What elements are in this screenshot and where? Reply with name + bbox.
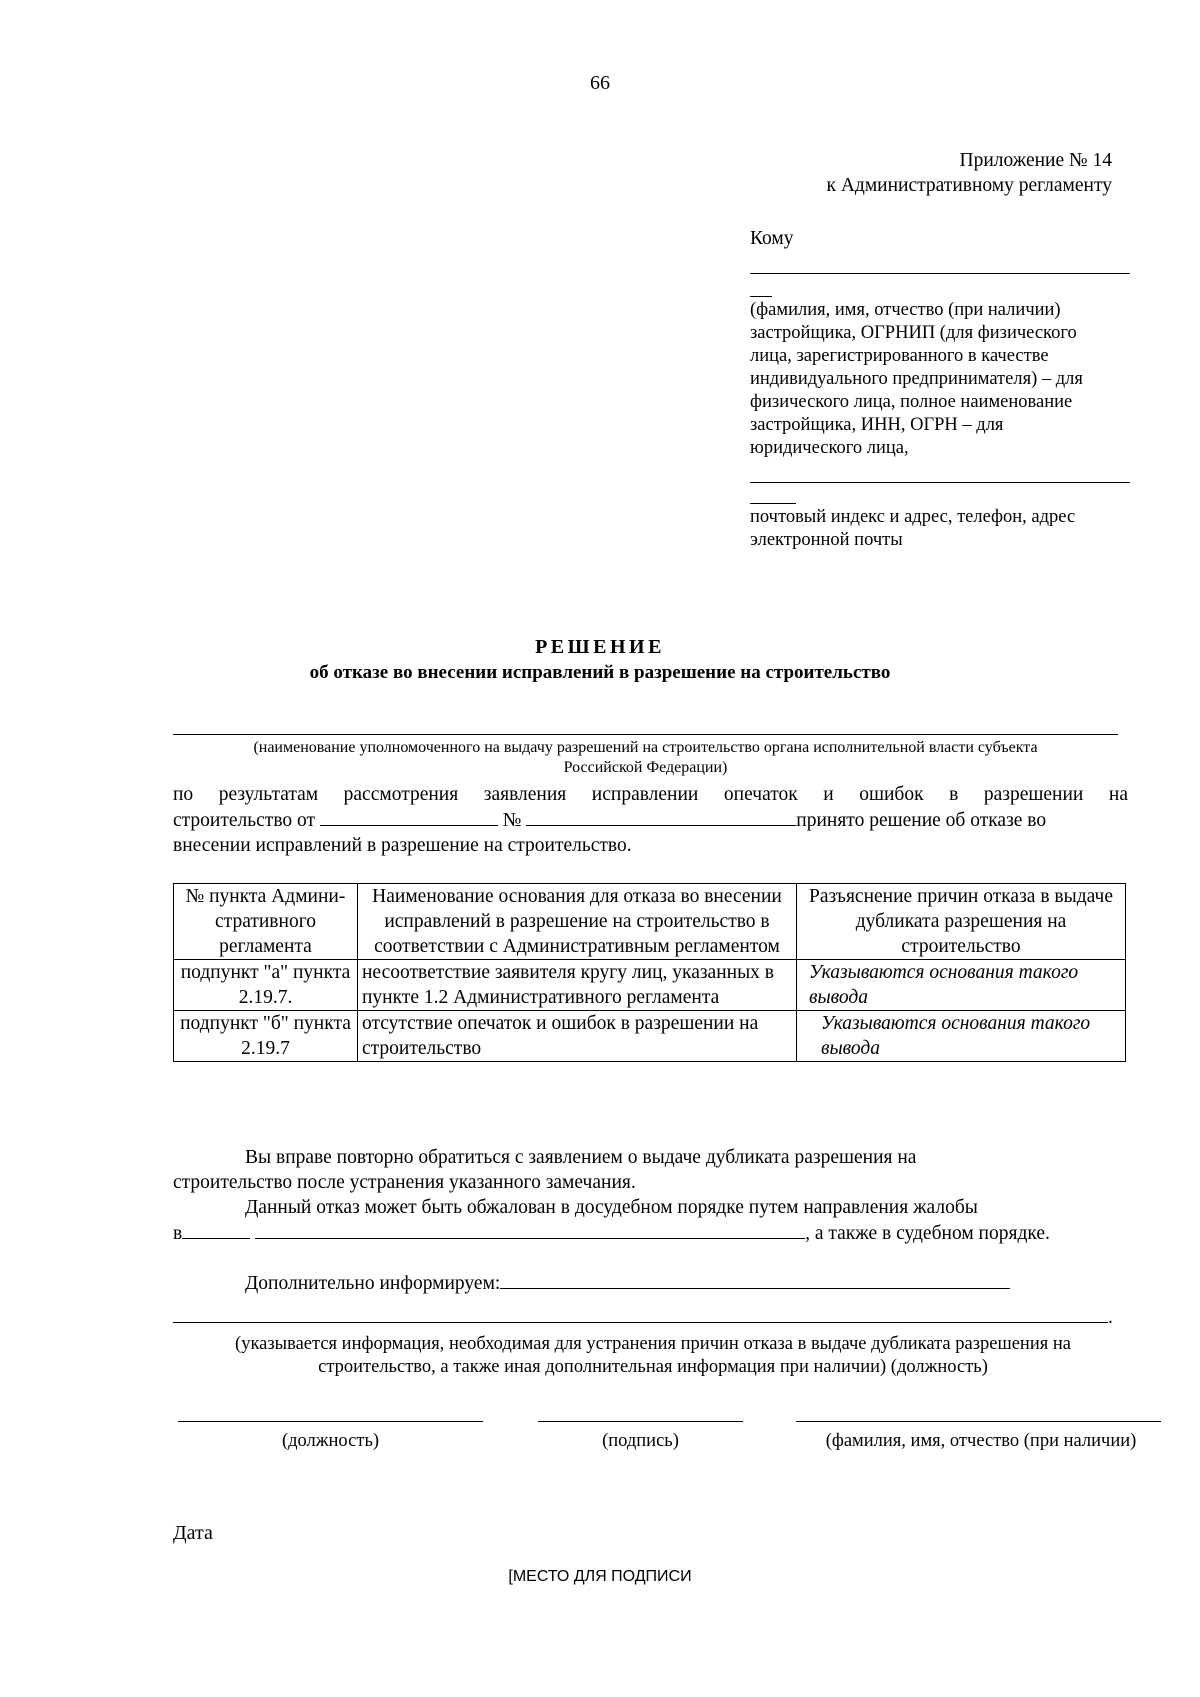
reapply-line-2: строительство после устранения указанного замечания. — [173, 1172, 636, 1193]
recipient-address-caption — [750, 506, 1130, 552]
table-header-row — [174, 884, 1126, 960]
fio-caption-line: застройщика, ОГРНИП (для физического — [750, 323, 1077, 343]
results-line-3: внесении исправлений в разрешение на строительство. — [173, 835, 632, 856]
date-blank — [320, 807, 498, 826]
recipient-name-line-tail — [750, 274, 772, 297]
additional-caption — [173, 1333, 1133, 1379]
appendix-number: Приложение № 14 — [959, 150, 1112, 171]
recipient-address-line-tail — [750, 483, 796, 504]
results-line-1: по результатам рассмотрения заявления исправлении опечаток и ошибок в разрешении на — [173, 784, 1128, 805]
results-number-label: № — [502, 810, 522, 831]
position-caption: (должность) — [281, 1431, 380, 1451]
results-paragraph — [173, 782, 1128, 858]
additional-line-1 — [173, 1270, 1133, 1296]
appeal-blank-short — [182, 1220, 250, 1239]
row-reason: несоответствие заявителя кругу лиц, указанных в пункте 1.2 Административного регламента — [358, 960, 797, 1011]
additional-blank-2 — [173, 1304, 1108, 1323]
additional-label: Дополнительно информируем: — [245, 1273, 501, 1294]
header-reason: Наименование основания для отказа во внесении исправлений в разрешение на строительство в соответствии с Административным регламентом — [358, 884, 797, 960]
to-label: Кому — [750, 228, 794, 249]
appendix-header — [826, 148, 1112, 198]
row-explanation: Указываются основания такого вывода — [797, 960, 1126, 1011]
recipient-block — [750, 226, 1130, 552]
additional-blank-1 — [500, 1270, 1010, 1289]
appendix-reference: к Административному регламенту — [826, 175, 1112, 196]
appeal-paragraphs — [173, 1145, 1133, 1246]
document-title: РЕШЕНИЕ — [535, 636, 665, 658]
results-line-2 — [173, 807, 1128, 833]
fio-caption-line: (фамилия, имя, отчество (при наличии) — [750, 300, 1061, 320]
additional-info — [173, 1270, 1133, 1330]
page-number: 66 — [590, 72, 610, 94]
additional-caption-line: строительство, а также иная дополнительная информация при наличии) (должность) — [318, 1357, 988, 1377]
row-point: подпункт "б" пункта 2.19.7 — [174, 1011, 358, 1062]
fio-caption: (фамилия, имя, отчество (при наличии) — [825, 1431, 1137, 1451]
address-caption-line: почтовый индекс и адрес, телефон, адрес — [750, 507, 1076, 527]
appeal-line-1: Данный отказ может быть обжалован в досудебном порядке путем направления жалобы — [245, 1197, 978, 1218]
reapply-line-1: Вы вправе повторно обратиться с заявлением о выдаче дубликата разрешения на — [245, 1147, 917, 1168]
authority-caption-line: (наименование уполномоченного на выдачу разрешений на строительство органа исполнительной власти субъекта — [253, 739, 1038, 756]
fio-caption-line: лица, зарегистрированного в качестве — [750, 346, 1049, 366]
fio-caption-line: юридического лица, — [750, 438, 909, 458]
row-reason: отсутствие опечаток и ошибок в разрешении на строительство — [358, 1011, 797, 1062]
appeal-blank-long — [255, 1220, 805, 1239]
table-row — [174, 1011, 1126, 1062]
fio-line — [796, 1420, 1161, 1422]
position-line — [178, 1420, 483, 1422]
additional-caption-line: (указывается информация, необходимая для устранения причин отказа в выдаче дубликата разрешения на — [235, 1334, 1071, 1354]
fio-caption-line: застройщика, ИНН, ОГРН – для — [750, 415, 1004, 435]
authority-caption-line: Российской Федерации) — [563, 759, 728, 776]
appeal-line-2 — [173, 1220, 1133, 1246]
additional-period: . — [1108, 1307, 1113, 1328]
document-subtitle: об отказе во внесении исправлений в разрешение на строительство — [309, 662, 891, 683]
table-row — [174, 960, 1126, 1011]
signature-placeholder: [МЕСТО ДЛЯ ПОДПИСИ — [508, 1568, 692, 1585]
fio-caption-line: физического лица, полное наименование — [750, 392, 1073, 412]
additional-line-2 — [173, 1304, 1133, 1330]
number-blank — [526, 807, 796, 826]
authority-name-line — [173, 733, 1118, 735]
signature-line — [538, 1420, 743, 1422]
results-from-label: строительство от — [173, 810, 316, 831]
results-decision-text: принято решение об отказе во — [796, 810, 1047, 831]
fio-caption-line: индивидуального предпринимателя) – для — [750, 369, 1083, 389]
signature-caption: (подпись) — [602, 1431, 679, 1451]
row-point: подпункт "а" пункта 2.19.7. — [174, 960, 358, 1011]
date-label: Дата — [173, 1522, 213, 1544]
appeal-in-label: в — [173, 1223, 183, 1244]
recipient-address-line — [750, 460, 1130, 483]
recipient-name-line — [750, 251, 1130, 274]
appeal-court-text: , а также в судебном порядке. — [805, 1223, 1050, 1244]
authority-caption — [173, 738, 1118, 778]
recipient-fio-caption — [750, 299, 1130, 460]
header-explanation: Разъяснение причин отказа в выдаче дубликата разрешения на строительство — [797, 884, 1126, 960]
header-point: № пункта Админи-стративного регламента — [174, 884, 358, 960]
row-explanation: Указываются основания такого вывода — [797, 1011, 1126, 1062]
refusal-reasons-table — [173, 883, 1126, 1062]
address-caption-line: электронной почты — [750, 530, 903, 550]
